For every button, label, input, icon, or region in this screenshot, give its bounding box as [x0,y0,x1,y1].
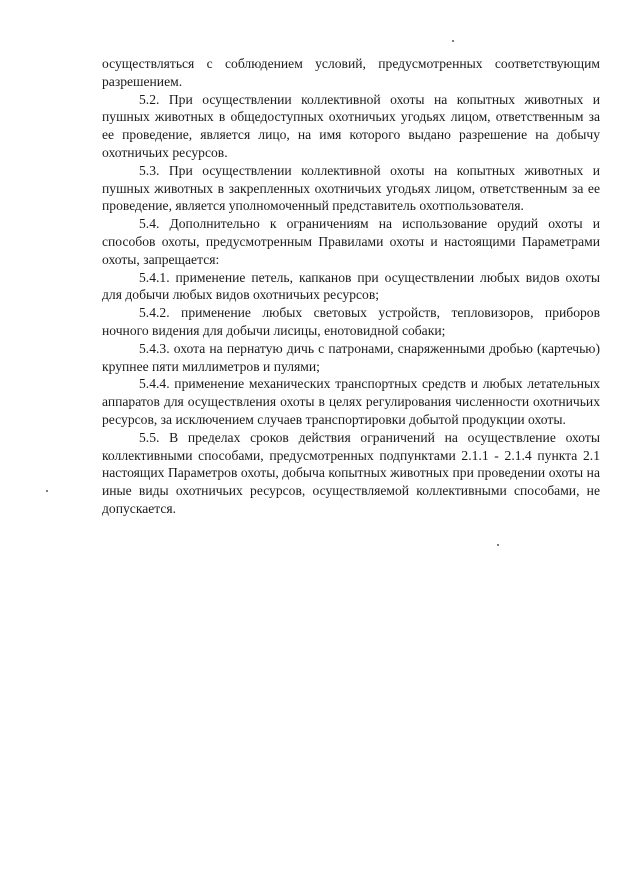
paragraph-5-4-4: 5.4.4. применение механических транспортных средств и любых летательных аппаратов для осуществления охоты в целях регулирования численности охотничьих ресурсов, за исключением случаев транспортировки добытой продукции охоты. [102,376,600,427]
paragraph-5-4: 5.4. Дополнительно к ограничениям на использование орудий охоты и способов охоты, предусмотренным Правилами охоты и настоящими Параметрами охоты, запрещается: [102,216,600,267]
paragraph-5-4-2: 5.4.2. применение любых световых устройств, тепловизоров, приборов ночного видения для добычи лисицы, енотовидной собаки; [102,305,600,338]
document-body [102,55,600,518]
scan-speck [497,544,499,546]
scan-speck [452,40,454,42]
paragraph-5-3: 5.3. При осуществлении коллективной охоты на копытных животных и пушных животных в закрепленных охотничьих угодьях лицом, ответственным за ее проведение, является уполномоченный представитель охотпользователя. [102,162,600,214]
scan-speck [46,490,48,492]
paragraph-continuation: осуществляться с соблюдением условий, предусмотренных соответствующим разрешением. [102,56,600,89]
paragraph-5-4-3: 5.4.3. охота на пернатую дичь с патронами, снаряженными дробью (картечью) крупнее пяти миллиметров и пулями; [102,340,600,374]
paragraph-5-5: 5.5. В пределах сроков действия ограничений на осуществление охоты коллективными способами, предусмотренных подпунктами 2.1.1 - 2.1.4 пункта 2.1 настоящих Параметров охоты, добыча копытных животных при проведении охоты на иные виды охотничьих ресурсов, осуществляемой коллективными способами, не допускается. [102,429,600,516]
paragraph-5-4-1: 5.4.1. применение петель, капканов при осуществлении любых видов охоты для добычи любых видов охотничьих ресурсов; [102,269,600,303]
paragraph-5-2: 5.2. При осуществлении коллективной охоты на копытных животных и пушных животных в общедоступных охотничьих угодьях лицом, ответственным за ее проведение, является лицо, на имя которого выдано разрешение на добычу охотничьих ресурсов. [102,91,600,160]
